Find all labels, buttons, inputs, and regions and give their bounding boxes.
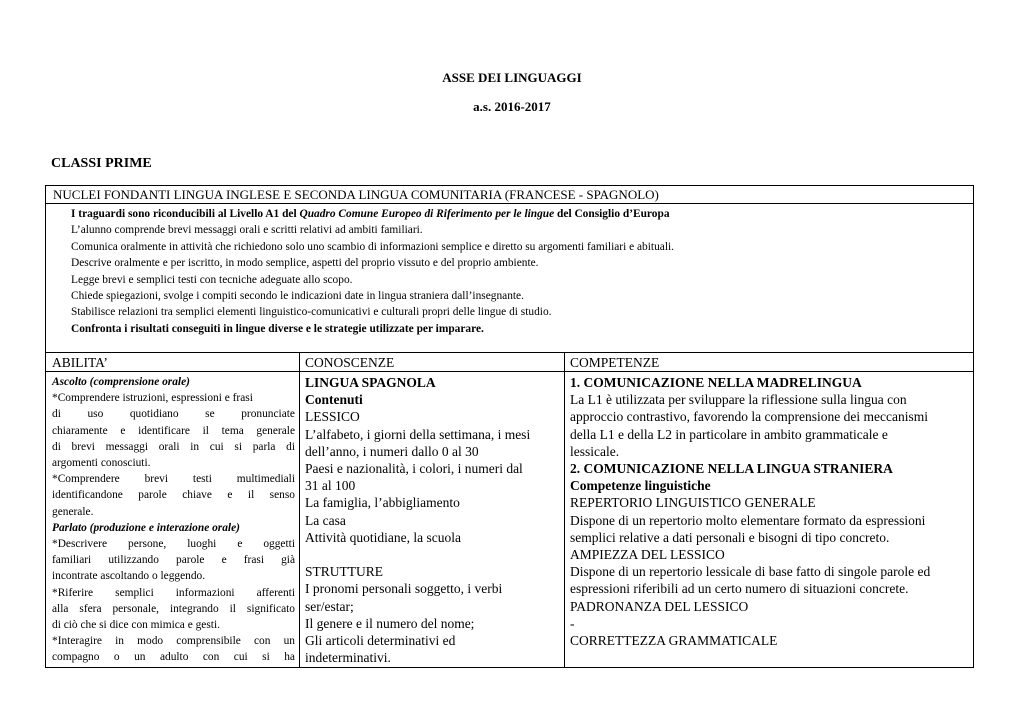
co-line: La famiglia, l’abbigliamento [305, 495, 460, 511]
cp-line: - [570, 615, 575, 631]
cp-line: PADRONANZA DEL LESSICO [570, 598, 749, 614]
ab-line: *Interagire in modo comprensibile con un [52, 635, 295, 648]
section-heading: CLASSI PRIME [51, 156, 152, 171]
cp-line: espressioni riferibili ad un certo numero di situazioni concrete. [570, 581, 909, 597]
nuclei-line: L’alunno comprende brevi messaggi orali e scritti relativi ad ambiti familiari. [71, 224, 423, 237]
ab-line: alla sfera personale, integrando il significato [52, 602, 295, 615]
nuclei-line: Comunica oralmente in attività che richiedono solo uno scambio di informazioni semplice e diretto su argomenti familiari e abituali. [71, 240, 675, 253]
ab-line: di brevi messaggi orali in cui si parla di [52, 440, 295, 453]
parlato-heading: Parlato (produzione e interazione orale) [52, 521, 240, 534]
ab-line: *Comprendere brevi testi multimediali [52, 473, 295, 486]
co-line: La casa [305, 512, 346, 528]
column-conoscenze [299, 353, 565, 667]
competenza-1-heading: 1. COMUNICAZIONE NELLA MADRELINGUA [570, 375, 862, 390]
nuclei-body [46, 204, 973, 337]
co-line: dell’anno, i numeri dallo 0 al 30 [305, 443, 479, 459]
nuclei-line: Legge brevi e semplici testi con tecniche adeguate allo scopo. [71, 273, 353, 286]
co-line: I pronomi personali soggetto, i verbi [305, 581, 503, 597]
intro-post: del Consiglio d’Europa [554, 208, 670, 220]
co-line: Gli articoli determinativi ed [305, 633, 456, 649]
cp-line: AMPIEZZA DEL LESSICO [570, 547, 725, 563]
co-line: ser/estar; [305, 598, 354, 614]
ab-line: familiari utilizzando parole e frasi già [52, 554, 295, 567]
cp-line: CORRETTEZZA GRAMMATICALE [570, 633, 778, 649]
co-line: Il genere e il numero del nome; [305, 615, 475, 631]
subject-heading: LINGUA SPAGNOLA [305, 375, 436, 390]
ab-line: identificandone parole chiave e il senso [52, 489, 295, 502]
school-year: a.s. 2016-2017 [473, 99, 551, 114]
ab-line: compagno o un adulto con cui si ha [52, 651, 295, 664]
cp-line: Dispone di un repertorio molto elementare formato da espressioni [570, 512, 926, 528]
competenze-linguistiche-heading: Competenze linguistiche [570, 478, 711, 494]
abilita-body [46, 372, 299, 667]
co-line: indeterminativi. [305, 650, 391, 666]
ab-line: *Descrivere persone, luoghi e oggetti [52, 538, 295, 551]
conoscenze-body [299, 372, 564, 667]
ab-line: *Riferire semplici informazioni afferenti [52, 586, 295, 599]
cp-line: La L1 è utilizzata per sviluppare la riflessione sulla lingua con [570, 392, 907, 408]
header-competenze: COMPETENZE [564, 353, 973, 372]
nuclei-intro [71, 206, 973, 222]
header-conoscenze: CONOSCENZE [299, 353, 564, 372]
cp-line: REPERTORIO LINGUISTICO GENERALE [570, 495, 816, 511]
ab-line: generale. [52, 505, 94, 518]
ab-line: chiaramente e identificare il tema generale [52, 424, 295, 437]
cp-line: della L1 e della L2 in particolare in ambito grammaticale e [570, 426, 888, 442]
ab-line: argomenti conosciuti. [52, 457, 151, 470]
ab-line: di uso quotidiano se pronunciate [52, 408, 295, 421]
nuclei-closing: Confronta i risultati conseguiti in lingue diverse e le strategie utilizzate per imparare. [71, 322, 484, 335]
nuclei-line: Chiede spiegazioni, svolge i compiti secondo le indicazioni date in lingua straniera dall’insegnante. [71, 290, 524, 303]
cp-line: approccio contrastivo, favorendo la comprensione dei meccanismi [570, 409, 928, 425]
ab-line: incontrate ascoltando o leggendo. [52, 570, 206, 583]
column-competenze [564, 353, 973, 667]
contenuti-heading: Contenuti [305, 392, 363, 408]
cp-line: Dispone di un repertorio lessicale di base fatto di singole parole ed [570, 564, 931, 580]
co-line: Attività quotidiane, la scuola [305, 529, 461, 545]
cp-line: semplici relative a dati personali e bisogni di tipo concreto. [570, 529, 890, 545]
co-line: L’alfabeto, i giorni della settimana, i mesi [305, 426, 531, 442]
competenze-body [564, 372, 973, 667]
cp-line: lessicale. [570, 443, 620, 459]
ab-line: *Comprendere istruzioni, espressioni e frasi [52, 392, 253, 405]
co-line: Paesi e nazionalità, i colori, i numeri dal [305, 461, 523, 477]
competenza-2-heading: 2. COMUNICAZIONE NELLA LINGUA STRANIERA [570, 461, 893, 477]
ascolto-heading: Ascolto (comprensione orale) [52, 376, 190, 388]
spacer [305, 546, 560, 563]
co-line: LESSICO [305, 409, 360, 425]
intro-pre: I traguardi sono riconducibili al Livello A1 del [71, 208, 300, 220]
header-abilita: ABILITA’ [46, 353, 299, 372]
intro-italic: Quadro Comune Europeo di Riferimento per le lingue [299, 208, 555, 220]
co-line: STRUTTURE [305, 564, 384, 580]
nuclei-heading: NUCLEI FONDANTI LINGUA INGLESE E SECONDA LINGUA COMUNITARIA (FRANCESE - SPAGNOLO) [46, 186, 973, 204]
curriculum-table [45, 352, 974, 668]
document-title: ASSE DEI LINGUAGGI [442, 70, 582, 85]
nuclei-fondanti-box [45, 185, 974, 353]
co-line: 31 al 100 [305, 478, 356, 494]
nuclei-line: Stabilisce relazioni tra semplici elementi linguistico-comunicativi e culturali propri delle lingue di studio. [71, 306, 552, 319]
ab-line: di ciò che si dice con mimica e gesti. [52, 619, 220, 632]
column-abilita [46, 353, 300, 667]
nuclei-line: Descrive oralmente e per iscritto, in modo semplice, aspetti del proprio vissuto e del proprio ambiente. [71, 257, 539, 270]
